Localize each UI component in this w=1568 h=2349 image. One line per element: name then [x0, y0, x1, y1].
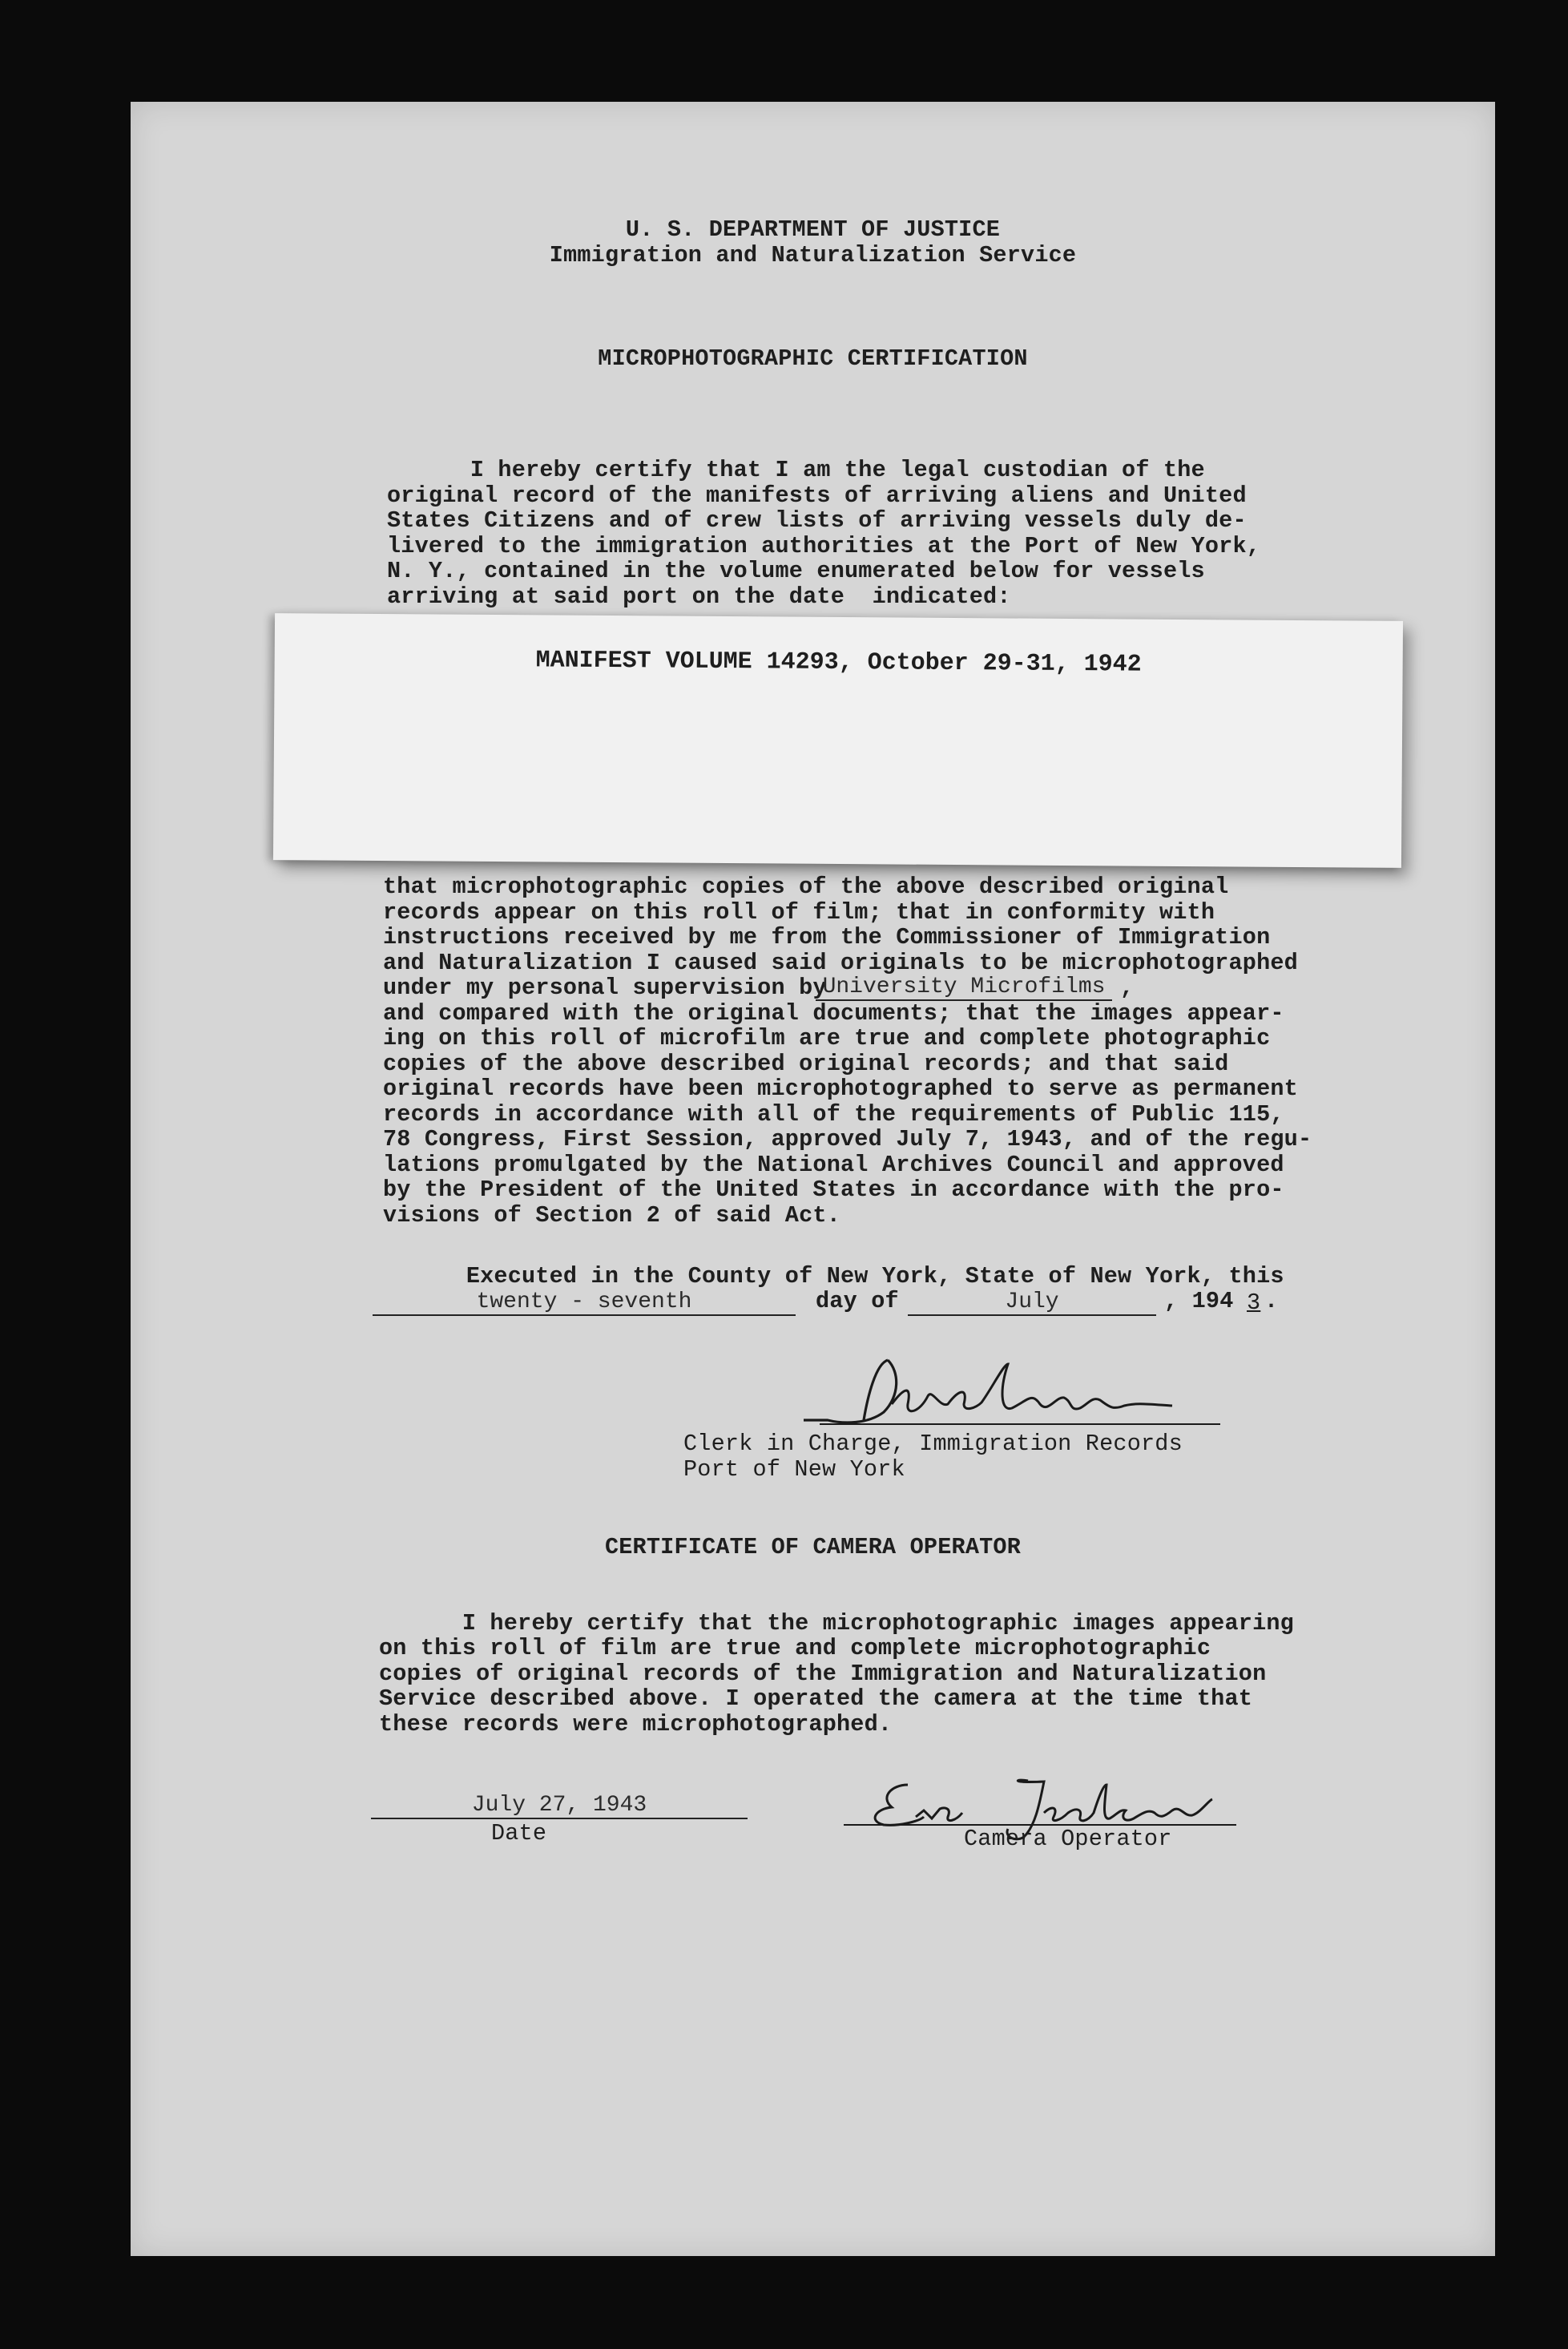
- camera-line: copies of original records of the Immigration and Naturalization: [379, 1661, 1267, 1687]
- body-line: original records have been microphotographed to serve as permanent: [383, 1076, 1298, 1102]
- camera-certificate-title: CERTIFICATE OF CAMERA OPERATOR: [604, 1534, 1022, 1560]
- operator-label: Camera Operator: [964, 1826, 1172, 1852]
- intro-line: livered to the immigration authorities at the Port of New York,: [387, 533, 1261, 559]
- body-line: ing on this roll of microfilm are true and complete photographic: [383, 1025, 1271, 1051]
- date-label: Date: [491, 1820, 547, 1847]
- body-line: records appear on this roll of film; that in conformity with: [383, 899, 1215, 926]
- day-of-label: day of: [816, 1288, 899, 1314]
- intro-line: States Citizens and of crew lists of arriving vessels duly de-: [387, 507, 1247, 534]
- intro-line: arriving at said port on the date indicated:: [387, 583, 1011, 610]
- supervisor-trailing: ,: [1120, 975, 1135, 1001]
- body-line: by the President of the United States in accordance with the pro-: [383, 1177, 1284, 1203]
- month-field: July: [908, 1290, 1156, 1316]
- year-digit: 3: [1247, 1290, 1261, 1316]
- year-prefix: , 194: [1164, 1288, 1234, 1314]
- body-line: 78 Congress, First Session, approved July 7, 1943, and of the regu-: [383, 1126, 1312, 1152]
- clerk-location: Port of New York: [683, 1456, 905, 1483]
- service-heading: Immigration and Naturalization Service: [549, 242, 1077, 268]
- body-line: copies of the above described original records; and that said: [383, 1051, 1229, 1077]
- clerk-signature: [772, 1340, 1220, 1436]
- clerk-title: Clerk in Charge, Immigration Records: [683, 1431, 1183, 1457]
- executed-line: Executed in the County of New York, State of New York, this: [383, 1263, 1284, 1290]
- department-heading: U. S. DEPARTMENT OF JUSTICE: [625, 216, 1001, 243]
- intro-line: N. Y., contained in the volume enumerated below for vessels: [387, 558, 1205, 584]
- body-line: and compared with the original documents; that the images appear-: [383, 1000, 1284, 1027]
- certification-title: MICROPHOTOGRAPHIC CERTIFICATION: [598, 345, 1028, 372]
- date-field: July 27, 1943: [371, 1794, 748, 1819]
- supervisor-field: University Microfilms: [816, 975, 1112, 1001]
- camera-line: Service described above. I operated the camera at the time that: [379, 1685, 1253, 1712]
- body-line: under my personal supervision by: [383, 975, 827, 1001]
- body-line: lations promulgated by the National Archives Council and approved: [383, 1152, 1284, 1178]
- camera-line: on this roll of film are true and complete microphotographic: [379, 1635, 1211, 1661]
- year-end: .: [1264, 1288, 1279, 1314]
- body-line: instructions received by me from the Commissioner of Immigration: [383, 924, 1271, 950]
- certificate-page: [131, 102, 1495, 2256]
- body-line: and Naturalization I caused said originals to be microphotographed: [383, 950, 1298, 976]
- camera-line: these records were microphotographed.: [379, 1711, 893, 1738]
- camera-line: I hereby certify that the microphotographic images appearing: [379, 1610, 1294, 1637]
- body-line: visions of Section 2 of said Act.: [383, 1202, 840, 1229]
- manifest-volume-slip: [273, 613, 1403, 868]
- body-line: records in accordance with all of the requirements of Public 115,: [383, 1101, 1284, 1128]
- body-line: that microphotographic copies of the above described original: [383, 874, 1229, 900]
- manifest-volume-text: MANIFEST VOLUME 14293, October 29-31, 1942: [535, 647, 1142, 679]
- day-field: twenty - seventh: [373, 1290, 796, 1316]
- intro-line: original record of the manifests of arriving aliens and United: [387, 482, 1247, 509]
- intro-line: I hereby certify that I am the legal custodian of the: [387, 457, 1205, 483]
